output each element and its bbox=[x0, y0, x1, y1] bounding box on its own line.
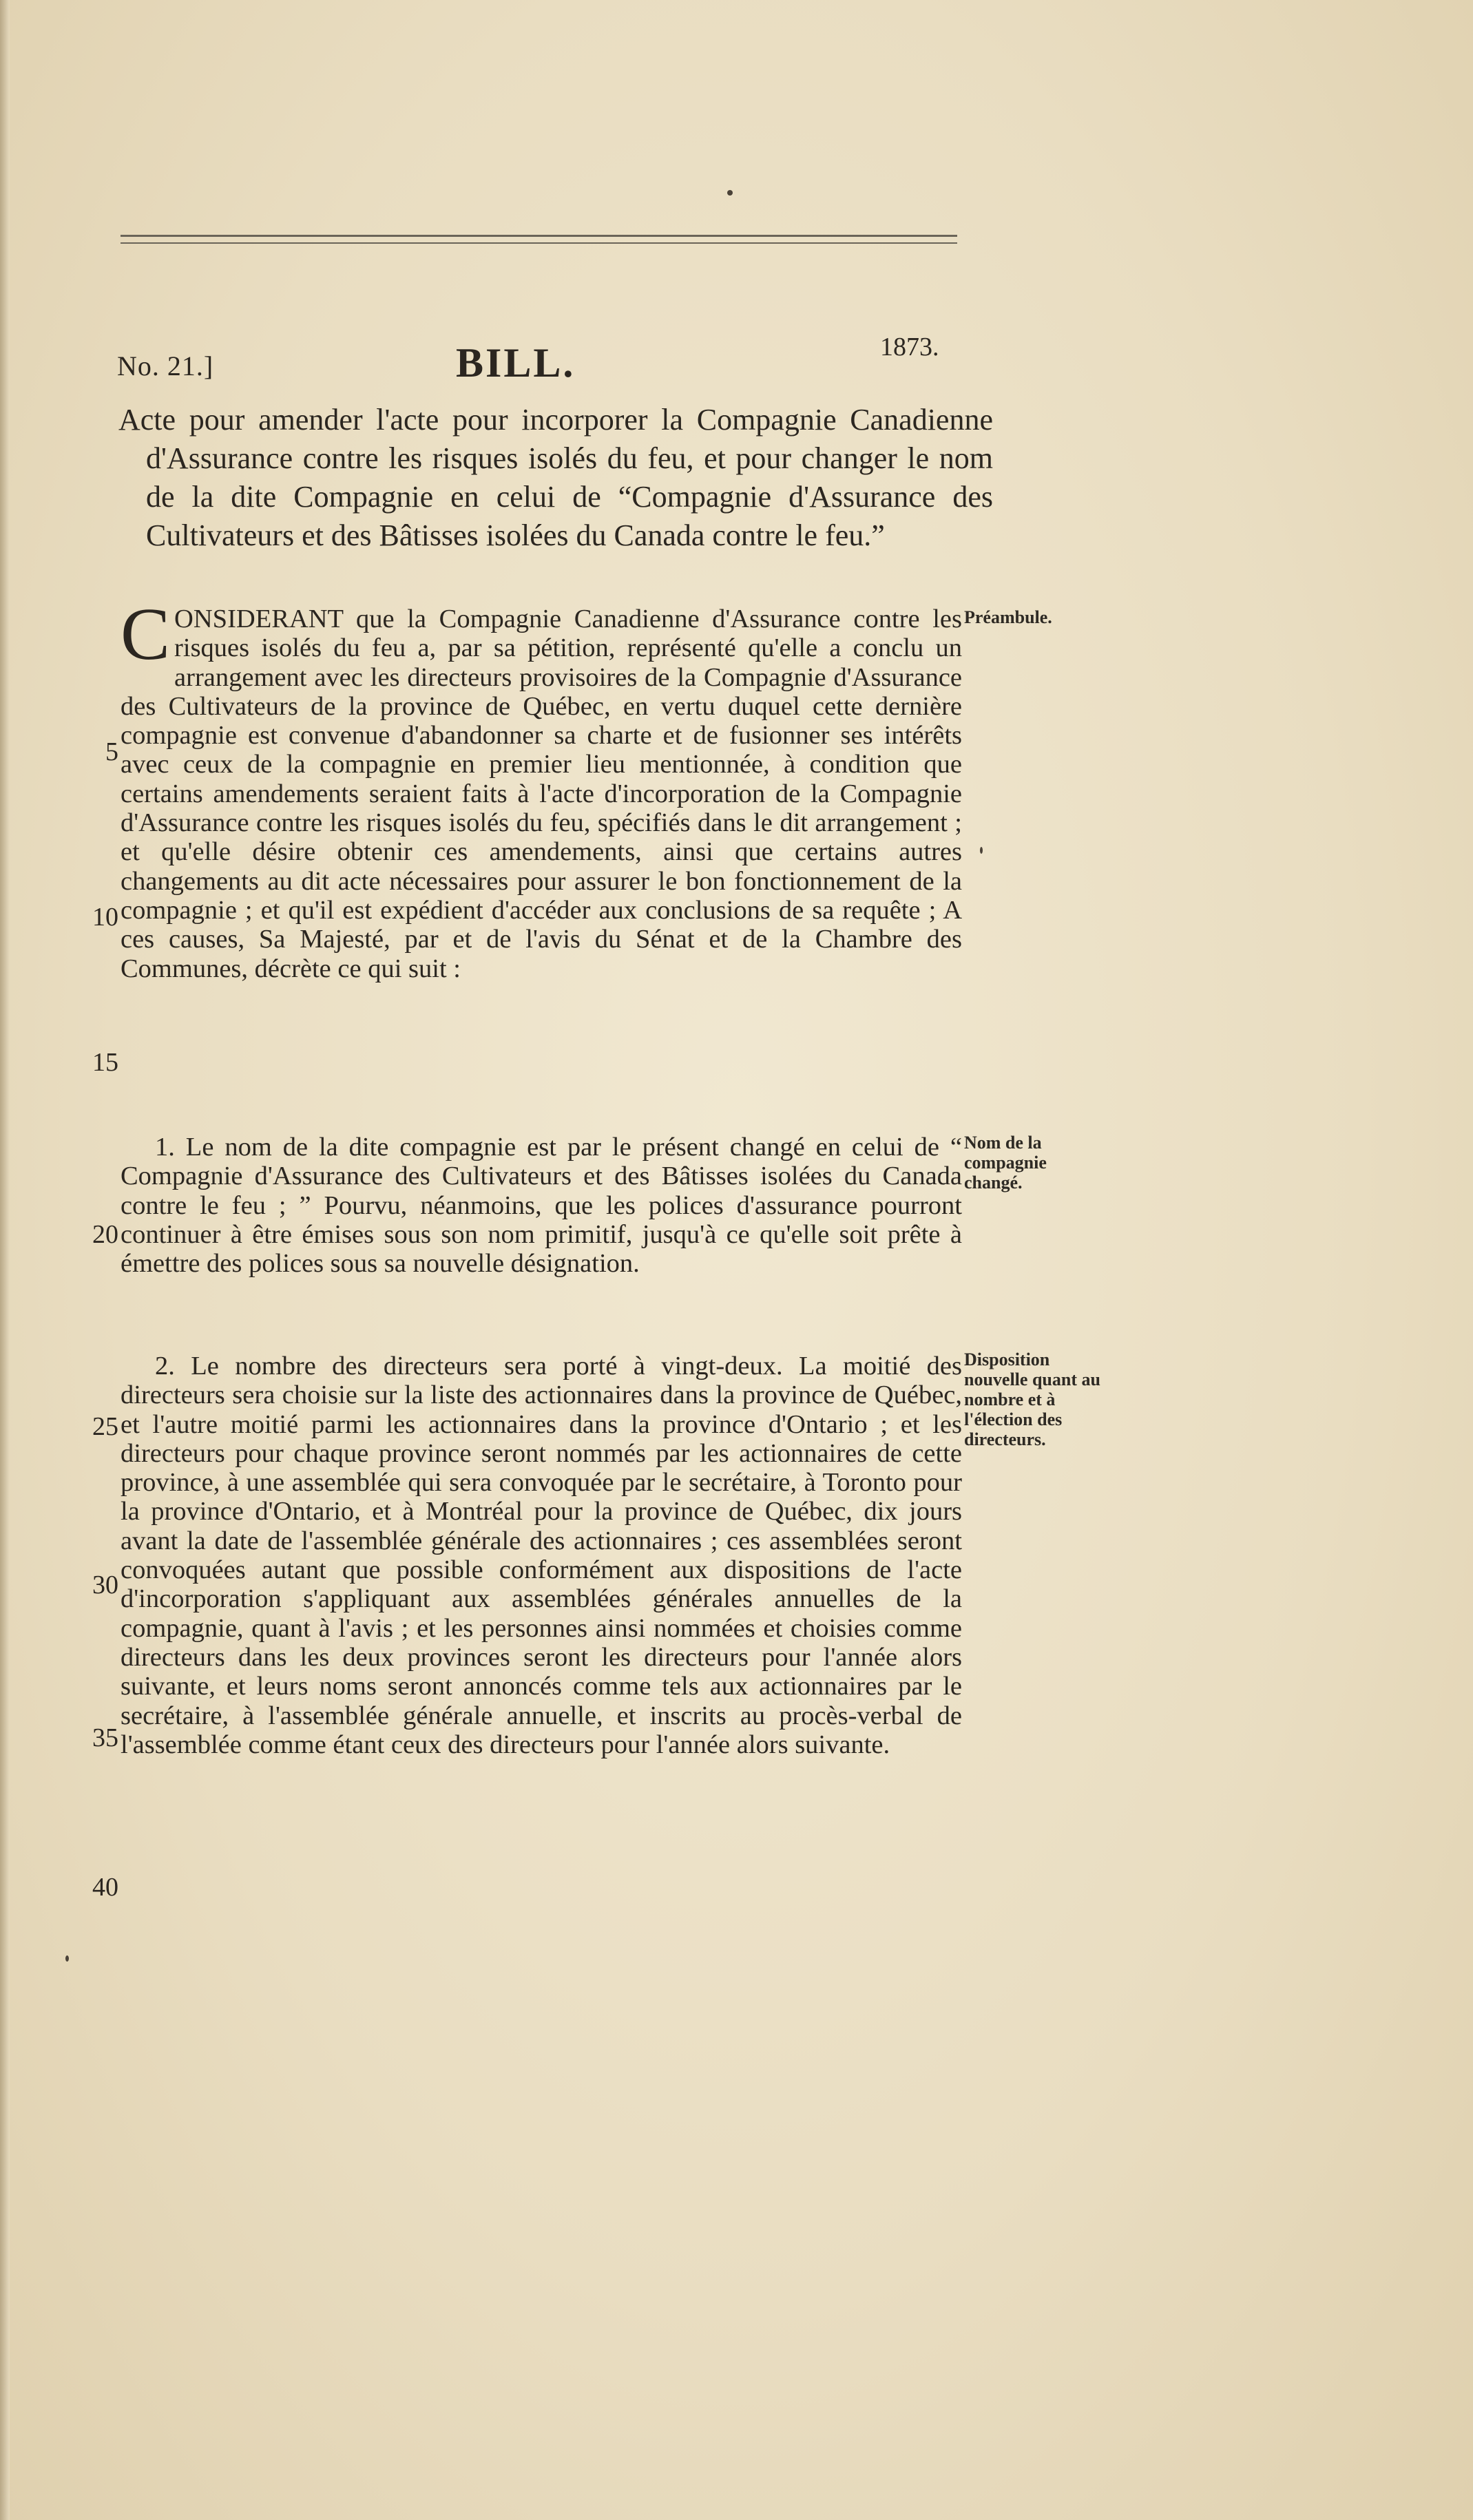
preamble-text: ONSIDERANT que la Compagnie Canadienne d'Assurance contre les risques isolés du feu a, par sa pétition, représenté qu'elle a conclu un arrangement avec les directeurs provisoires de la Compagnie d'Assurance des Cultivateurs de la province de Québec, en vertu duquel cette dernière compagnie est convenue d'abandonner sa charte et de fusionner ses intérêts avec ceux de la compagnie en premier lieu mentionnée, à condition que certains amendements seraient faits à l'acte d'incorporation de la Compagnie d'Assurance contre les risques isolés du feu, spécifiés dans le dit arrangement ; et qu'elle désire obtenir ces amendements, ainsi que certains autres changements au dit acte nécessaires pour assurer le bon fonctionnement de la compagnie ; et qu'il est expédient d'accéder aux conclusions de sa requête ; A ces causes, Sa Majesté, par et de l'avis du Sénat et de la Chambre des Communes, décrète ce qui suit : bbox=[121, 605, 962, 983]
margin-note-section-1: Nom de la compagnie changé. bbox=[964, 1133, 1047, 1193]
line-number: 40 bbox=[92, 1873, 118, 1902]
drop-cap: C bbox=[121, 594, 171, 675]
line-number: 5 bbox=[105, 737, 118, 766]
section-number: 2. bbox=[155, 1352, 175, 1380]
margin-note-section-2: Disposition nouvelle quant au nombre et à l'élection des directeurs. bbox=[964, 1350, 1100, 1449]
section-text: Le nombre des directeurs sera porté à vingt-deux. La moitié des directeurs sera choisie sur la liste des actionnaires dans la province de Québec, et l'autre moitié parmi les actionnaires dans la province d'Ontario ; et les directeurs pour chaque province seront nommés par les actionnaires de cette province, à une assemblée qui sera convoquée par le secrétaire, à Toronto pour la province d'Ontario, et à Montréal pour la province de Québec, dix jours avant la date de l'assemblée générale des actionnaires ; ces assemblées seront convoquées autant que possible conformément aux dispositions de l'acte d'incorporation s'appliquant aux assemblées générales annuelles de la compagnie, quant à l'avis ; et les personnes ainsi nommées et choisies comme directeurs dans les deux provinces seront les directeurs pour l'année alors suivante, et leurs noms seront annoncés comme tels aux actionnaires par le secrétaire, à l'assemblée générale annuelle, et inscrits au procès-verbal de l'assemblée comme étant ceux des directeurs pour l'année alors suivante. bbox=[121, 1352, 962, 1759]
line-number: 30 bbox=[92, 1571, 118, 1599]
margin-note-preamble: Préambule. bbox=[964, 607, 1052, 627]
ink-speck bbox=[65, 1955, 69, 1962]
top-rule-thin bbox=[121, 242, 957, 244]
line-number: 10 bbox=[92, 903, 118, 932]
line-number: 15 bbox=[92, 1048, 118, 1077]
section-2 bbox=[121, 1352, 962, 1759]
act-title: Acte pour amender l'acte pour incorporer la Compagnie Canadienne d'Assurance contre les risques isolés du feu, et pour changer le nom de la dite Compagnie en celui de “Compagnie d'Assurance des Cultivateurs et des Bâtisses isolées du Canada contre le feu.” bbox=[118, 403, 993, 552]
preamble bbox=[121, 594, 962, 983]
bill-year: 1873. bbox=[880, 333, 939, 361]
top-rule bbox=[121, 235, 957, 237]
page-edge-shadow bbox=[0, 0, 10, 2520]
bill-heading: BILL. bbox=[456, 340, 576, 386]
line-number: 20 bbox=[92, 1220, 118, 1249]
line-number: 25 bbox=[92, 1412, 118, 1441]
section-text: Le nom de la dite compagnie est par le présent changé en celui de “ Compagnie d'Assurance des Cultivateurs et des Bâtisses isolées du Canada contre le feu ; ” Pourvu, néanmoins, que les polices d'assurance pourront continuer à être émises sous son nom primitif, jusqu'à ce qu'elle soit prête à émettre des polices sous sa nouvelle désignation. bbox=[121, 1133, 962, 1279]
section-number: 1. bbox=[155, 1133, 175, 1162]
section-1 bbox=[121, 1133, 962, 1278]
bill-number: No. 21.] bbox=[117, 350, 214, 381]
ink-speck bbox=[980, 847, 983, 854]
ink-speck bbox=[727, 190, 733, 196]
line-number: 35 bbox=[92, 1723, 118, 1752]
